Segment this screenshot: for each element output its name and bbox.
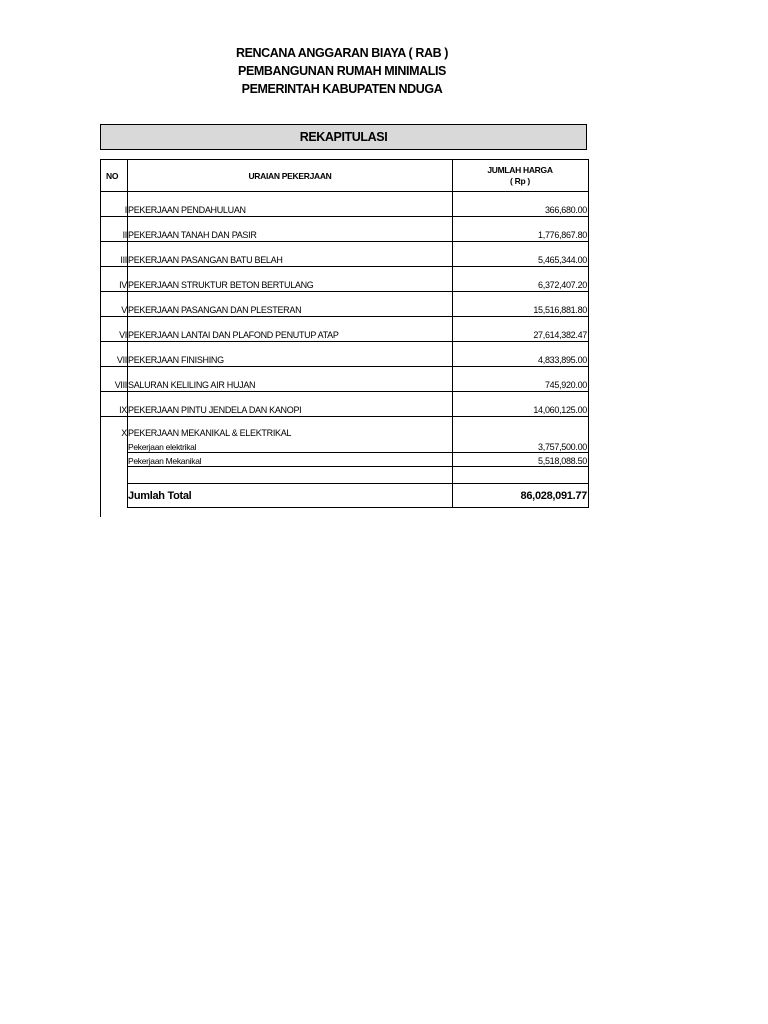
item-amount: 1,776,867.80: [453, 217, 589, 242]
group-number: X: [101, 417, 128, 440]
empty-cell: [453, 467, 589, 484]
table-row: [101, 192, 589, 217]
item-amount: 27,614,382.47: [453, 317, 589, 342]
subitem-amount: 5,518,088.50: [453, 453, 589, 467]
empty-cell: [101, 467, 128, 484]
item-number: V: [101, 292, 128, 317]
border-stub: [100, 505, 101, 517]
subitem-description: Pekerjaan elektrikal: [128, 439, 453, 453]
item-number: II: [101, 217, 128, 242]
table-row: [101, 217, 589, 242]
table-row: [101, 317, 589, 342]
item-number: VI: [101, 317, 128, 342]
group-amount: [453, 417, 589, 440]
item-description: PEKERJAAN TANAH DAN PASIR: [128, 217, 453, 242]
table-row: [101, 242, 589, 267]
item-description: PEKERJAAN PENDAHULUAN: [128, 192, 453, 217]
subitem-row: [101, 439, 589, 453]
item-amount: 366,680.00: [453, 192, 589, 217]
total-row: [101, 484, 589, 508]
item-description: SALURAN KELILING AIR HUJAN: [128, 367, 453, 392]
item-amount: 4,833,895.00: [453, 342, 589, 367]
item-description: PEKERJAAN FINISHING: [128, 342, 453, 367]
title-line-3: PEMERINTAH KABUPATEN NDUGA: [241, 82, 443, 96]
title-line-2: PEMBANGUNAN RUMAH MINIMALIS: [238, 64, 446, 78]
document-title: [0, 44, 684, 98]
item-amount: 14,060,125.00: [453, 392, 589, 417]
header-description: URAIAN PEKERJAAN: [128, 160, 453, 192]
table-row: [101, 292, 589, 317]
item-number: IV: [101, 267, 128, 292]
header-no: NO: [101, 160, 128, 192]
table-row: [101, 392, 589, 417]
subitem-amount: 3,757,500.00: [453, 439, 589, 453]
subitem-number: [101, 453, 128, 467]
header-amount-line2: ( Rp ): [510, 175, 530, 186]
header-amount: [453, 160, 589, 192]
item-number: VII: [101, 342, 128, 367]
item-description: PEKERJAAN PASANGAN BATU BELAH: [128, 242, 453, 267]
recap-table: [100, 159, 589, 508]
empty-row: [101, 467, 589, 484]
title-line-1: RENCANA ANGGARAN BIAYA ( RAB ): [235, 46, 449, 60]
total-number: [101, 484, 128, 508]
item-number: IX: [101, 392, 128, 417]
item-amount: 15,516,881.80: [453, 292, 589, 317]
item-number: I: [101, 192, 128, 217]
total-label: Jumlah Total: [128, 484, 453, 508]
total-amount: 86,028,091.77: [453, 484, 589, 508]
group-description: PEKERJAAN MEKANIKAL & ELEKTRIKAL: [128, 417, 453, 440]
subitem-description: Pekerjaan Mekanikal: [128, 453, 453, 467]
table-row: [101, 342, 589, 367]
item-number: VIII: [101, 367, 128, 392]
item-amount: 5,465,344.00: [453, 242, 589, 267]
table-row: [101, 367, 589, 392]
item-number: III: [101, 242, 128, 267]
item-description: PEKERJAAN STRUKTUR BETON BERTULANG: [128, 267, 453, 292]
table-header-row: [101, 160, 589, 192]
header-amount-line1: JUMLAH HARGA: [487, 164, 553, 175]
item-description: PEKERJAAN LANTAI DAN PLAFOND PENUTUP ATAP: [128, 317, 453, 342]
item-description: PEKERJAAN PINTU JENDELA DAN KANOPI: [128, 392, 453, 417]
section-title: REKAPITULASI: [100, 124, 587, 150]
subitem-row: [101, 453, 589, 467]
table-row: [101, 267, 589, 292]
empty-cell: [128, 467, 453, 484]
subitem-number: [101, 439, 128, 453]
item-amount: 745,920.00: [453, 367, 589, 392]
item-amount: 6,372,407.20: [453, 267, 589, 292]
item-description: PEKERJAAN PASANGAN DAN PLESTERAN: [128, 292, 453, 317]
group-row: [101, 417, 589, 440]
